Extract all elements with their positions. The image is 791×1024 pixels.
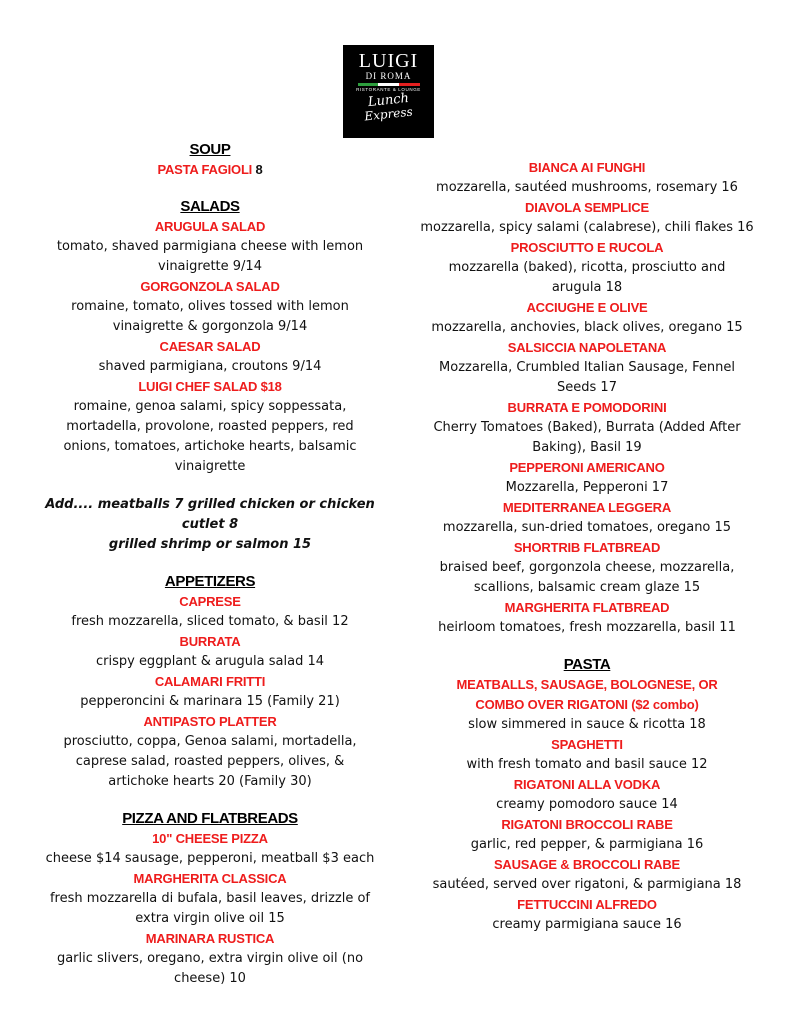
section-heading-soup: SOUP — [189, 141, 231, 158]
salad-addons-line: grilled shrimp or salmon 15 — [108, 537, 312, 552]
left-column — [30, 140, 390, 989]
logo-sub: DI ROMA — [365, 71, 412, 81]
logo-name: LUIGI — [358, 50, 419, 72]
menu-item-desc: arugula 18 — [551, 280, 623, 295]
menu-item-name: MEDITERRANEA LEGGERA — [502, 500, 672, 515]
menu-item-desc: romaine, genoa salami, spicy soppessata, — [73, 399, 347, 414]
menu-item-name: SALSICCIA NAPOLETANA — [507, 340, 667, 355]
menu-item-desc: pepperoncini & marinara 15 (Family 21) — [80, 694, 340, 709]
menu-item-desc: mortadella, provolone, roasted peppers, red — [66, 419, 354, 434]
menu-item-desc: prosciutto, coppa, Genoa salami, mortadella, — [63, 734, 357, 749]
menu-item-desc: Seeds 17 — [557, 380, 617, 395]
menu-item-desc: vinaigrette 9/14 — [158, 259, 262, 274]
menu-item-desc: braised beef, gorgonzola cheese, mozzarella, — [439, 560, 735, 575]
right-column — [412, 158, 762, 935]
menu-item-desc: extra virgin olive oil 15 — [135, 911, 285, 926]
menu-item-name: SPAGHETTI — [551, 737, 623, 752]
menu-item-desc: garlic slivers, oregano, extra virgin olive oil (no — [56, 951, 364, 966]
menu-item-desc: Mozzarella, Crumbled Italian Sausage, Fennel — [439, 360, 735, 375]
menu-item-desc: vinaigrette & gorgonzola 9/14 — [112, 319, 308, 334]
menu-item-desc: scallions, balsamic cream glaze 15 — [473, 580, 701, 595]
menu-item-desc: romaine, tomato, olives tossed with lemon — [71, 299, 349, 314]
menu-item-name: BIANCA AI FUNGHI — [528, 160, 646, 175]
menu-item-name: LUIGI CHEF SALAD $18 — [138, 379, 282, 394]
menu-item-desc: fresh mozzarella, sliced tomato, & basil 12 — [71, 614, 349, 629]
menu-item-name: MARINARA RUSTICA — [145, 931, 275, 946]
menu-item-name: 10" CHEESE PIZZA — [152, 831, 268, 846]
section-heading-pizza: PIZZA AND FLATBREADS — [122, 810, 298, 827]
menu-item-name: CALAMARI FRITTI — [154, 674, 266, 689]
menu-item-desc: garlic, red pepper, & parmigiana 16 — [470, 837, 704, 852]
menu-item-desc: mozzarella, anchovies, black olives, oregano 15 — [431, 320, 743, 335]
menu-item-desc: Baking), Basil 19 — [532, 440, 642, 455]
menu-item-desc: with fresh tomato and basil sauce 12 — [466, 757, 708, 772]
menu-item-desc: fresh mozzarella di bufala, basil leaves, drizzle of — [49, 891, 371, 906]
menu-item-desc: mozzarella, sun-dried tomatoes, oregano 15 — [442, 520, 732, 535]
item-name: PASTA FAGIOLI — [157, 162, 253, 177]
menu-item-name: CAESAR SALAD — [159, 339, 261, 354]
menu-item-name: SHORTRIB FLATBREAD — [513, 540, 661, 555]
menu-item-name: COMBO OVER RIGATONI ($2 combo) — [475, 697, 699, 712]
menu-item-desc: onions, tomatoes, artichoke hearts, balsamic — [63, 439, 357, 454]
item-price: 8 — [255, 162, 263, 177]
menu-item-desc: mozzarella, sautéed mushrooms, rosemary 16 — [436, 180, 738, 195]
menu-item-desc: slow simmered in sauce & ricotta 18 — [468, 717, 706, 732]
menu-item-desc: creamy parmigiana sauce 16 — [492, 917, 682, 932]
section-heading-pasta: PASTA — [563, 656, 611, 673]
logo-tagline: RISTORANTE & LOUNGE — [356, 87, 421, 92]
menu-item-desc: vinaigrette — [174, 459, 246, 474]
menu-item-name: MEATBALLS, SAUSAGE, BOLOGNESE, OR — [456, 677, 718, 692]
salad-addons-line: Add.... meatballs 7 grilled chicken or chicken — [45, 497, 375, 512]
menu-item-desc: heirloom tomatoes, fresh mozzarella, basil 11 — [438, 620, 736, 635]
logo-script-express: Express — [363, 104, 414, 124]
menu-item-name: BURRATA — [179, 634, 241, 649]
logo-script-lunch: Lunch — [367, 90, 410, 111]
menu-item-desc: mozzarella (baked), ricotta, prosciutto and — [448, 260, 726, 275]
menu-item-desc: tomato, shaved parmigiana cheese with lemon — [56, 239, 364, 254]
menu-item-name: MARGHERITA FLATBREAD — [504, 600, 670, 615]
menu-item-desc: Cherry Tomatoes (Baked), Burrata (Added After — [433, 420, 741, 435]
menu-item-desc: artichoke hearts 20 (Family 30) — [108, 774, 312, 789]
salad-addons-line: cutlet 8 — [181, 517, 239, 532]
menu-item-desc: Mozzarella, Pepperoni 17 — [505, 480, 669, 495]
menu-item-name: CAPRESE — [179, 594, 241, 609]
menu-item-name: ACCIUGHE E OLIVE — [526, 300, 648, 315]
menu-item-name: RIGATONI ALLA VODKA — [513, 777, 661, 792]
menu-item-desc: crispy eggplant & arugula salad 14 — [95, 654, 325, 669]
menu-item-desc: mozzarella, spicy salami (calabrese), chili flakes 16 — [420, 220, 754, 235]
menu-item-desc: cheese) 10 — [174, 971, 246, 986]
menu-item-name: FETTUCCINI ALFREDO — [517, 897, 657, 912]
section-heading-appetizers: APPETIZERS — [164, 573, 256, 590]
menu-item-name: ARUGULA SALAD — [154, 219, 266, 234]
menu-item-desc: cheese $14 sausage, pepperoni, meatball $3 each — [45, 851, 375, 866]
menu-item-name: GORGONZOLA SALAD — [140, 279, 280, 294]
menu-item-name: MARGHERITA CLASSICA — [133, 871, 287, 886]
menu-item-name: PEPPERONI AMERICANO — [509, 460, 665, 475]
menu-item-name: RIGATONI BROCCOLI RABE — [501, 817, 673, 832]
menu-item-name: ANTIPASTO PLATTER — [143, 714, 277, 729]
menu-item-desc: shaved parmigiana, croutons 9/14 — [98, 359, 322, 374]
menu-item-name: PROSCIUTTO E RUCOLA — [510, 240, 664, 255]
menu-item-desc: caprese salad, roasted peppers, olives, & — [75, 754, 345, 769]
menu-item-desc: creamy pomodoro sauce 14 — [496, 797, 678, 812]
menu-item-name: DIAVOLA SEMPLICE — [525, 200, 649, 215]
restaurant-logo — [343, 45, 434, 138]
menu-item-pasta-fagioli — [30, 160, 390, 180]
menu-item-name: SAUSAGE & BROCCOLI RABE — [493, 857, 681, 872]
menu-item-name: BURRATA E POMODORINI — [507, 400, 667, 415]
section-heading-salads: SALADS — [180, 198, 240, 215]
menu-item-desc: sautéed, served over rigatoni, & parmigiana 18 — [432, 877, 742, 892]
